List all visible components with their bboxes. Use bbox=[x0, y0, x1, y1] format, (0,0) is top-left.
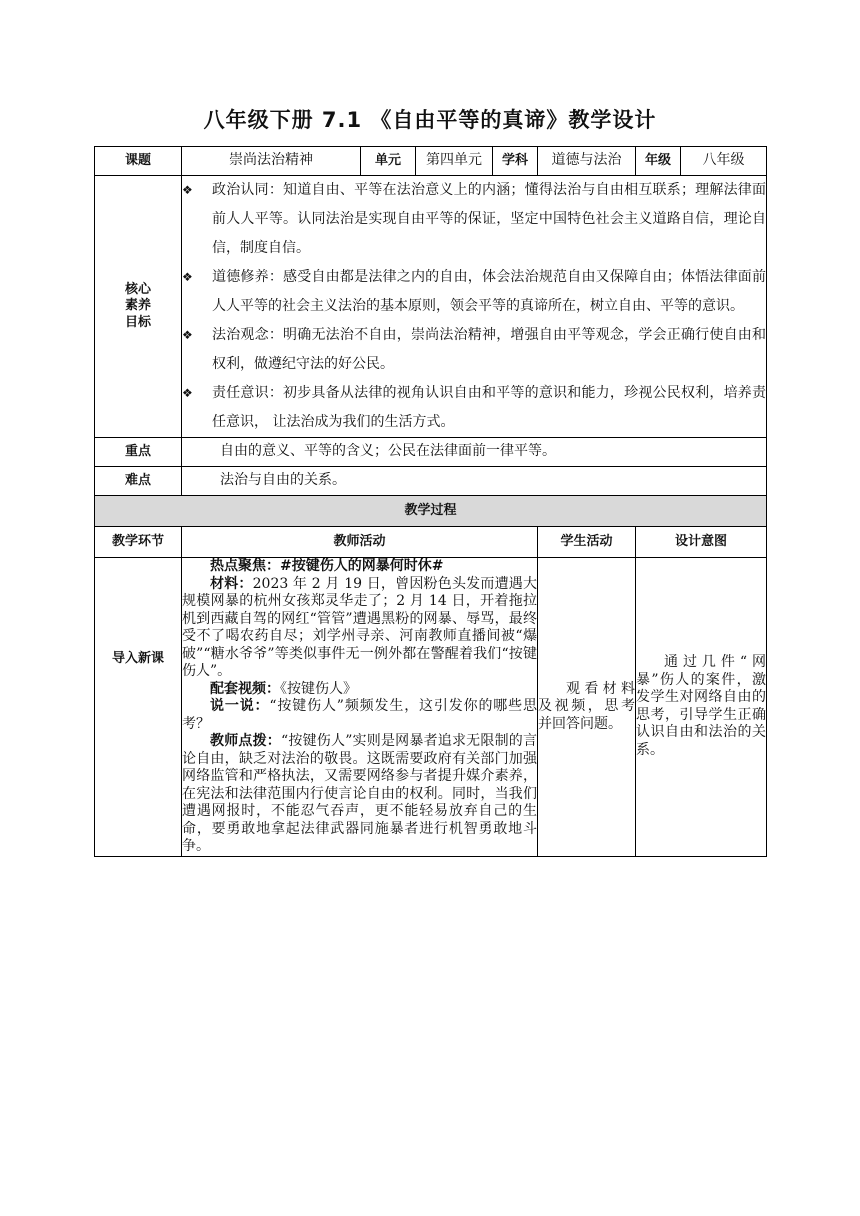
hot-topic: 热点聚焦：#按键伤人的网暴何时休# bbox=[210, 558, 444, 574]
difficulty-label: 难点 bbox=[95, 467, 182, 496]
process-heading-row bbox=[95, 496, 767, 527]
page-title: 八年级下册 7.1 《自由平等的真谛》教学设计 bbox=[203, 108, 657, 132]
difficulty-text: 法治与自由的关系。 bbox=[182, 467, 767, 496]
diamond-bullet-icon: ❖ bbox=[182, 328, 193, 342]
column-teacher: 教师活动 bbox=[182, 527, 538, 558]
process-row-intro bbox=[95, 558, 767, 857]
diamond-bullet-icon: ❖ bbox=[182, 270, 193, 284]
discussion-prompt: 说一说：“按键伤人”频频发生，这引发你的哪些思考？ bbox=[182, 698, 537, 732]
column-student: 学生活动 bbox=[538, 527, 636, 558]
design-intent: 通过几件“网暴”伤人的案件，激发学生对网络自由的思考，引导学生正确认识自由和法治的关系。 bbox=[636, 558, 767, 857]
student-activity: 观看材料及视频，思考并回答问题。 bbox=[538, 558, 636, 857]
column-stage: 教学环节 bbox=[95, 527, 182, 558]
stage-name: 导入新课 bbox=[95, 558, 182, 857]
topic-label: 课题 bbox=[95, 147, 182, 176]
core-goals-list bbox=[182, 176, 767, 438]
core-goals-row bbox=[95, 176, 767, 438]
subject-label: 学科 bbox=[493, 147, 538, 176]
video: 配套视频：《按键伤人》 bbox=[210, 680, 357, 697]
key-point-text: 自由的意义、平等的含义；公民在法律面前一律平等。 bbox=[182, 438, 767, 467]
core-goals-label: 核心 素养 目标 bbox=[95, 176, 182, 438]
difficulty-row bbox=[95, 467, 767, 496]
diamond-bullet-icon: ❖ bbox=[182, 183, 193, 197]
column-intent: 设计意图 bbox=[636, 527, 767, 558]
unit-label: 单元 bbox=[361, 147, 416, 176]
goal-item: ❖ 道德修养：感受自由都是法律之内的自由，体会法治规范自由又保障自由；体悟法律面前人人平等的社会主义法治的基本原则，领会平等的真谛所在，树立自由、平等的意识。 bbox=[182, 263, 766, 321]
grade-label: 年级 bbox=[636, 147, 681, 176]
topic-value: 崇尚法治精神 bbox=[182, 147, 361, 176]
goal-item: ❖ 法治观念：明确无法治不自由，崇尚法治精神，增强自由平等观念，学会正确行使自由和权利，做遵纪守法的好公民。 bbox=[182, 321, 766, 379]
subject-value: 道德与法治 bbox=[538, 147, 636, 176]
teacher-guidance: 教师点拨：“按键伤人”实则是网暴者追求无限制的言论自由，缺乏对法治的敬畏。这既需要政府有关部门加强网络监管和严格执法，又需要网络参与者提升媒介素养，在宪法和法律范围内行使言论自由的权利。同时，当我们遭遇网报时，不能忍气吞声，更不能轻易放弃自己的生命，要勇敢地拿起法律武器同施暴者进行机智勇敢地斗争。 bbox=[182, 733, 537, 854]
diamond-bullet-icon: ❖ bbox=[182, 386, 193, 400]
info-row bbox=[95, 147, 767, 176]
unit-value: 第四单元 bbox=[416, 147, 493, 176]
goal-item: ❖ 政治认同：知道自由、平等在法治意义上的内涵；懂得法治与自由相互联系；理解法律面前人人平等。认同法治是实现自由平等的保证，坚定中国特色社会主义道路自信，理论自信，制度自信。 bbox=[182, 176, 766, 263]
goal-item: ❖ 责任意识：初步具备从法律的视角认识自由和平等的意识和能力，珍视公民权利，培养责任意识， 让法治成为我们的生活方式。 bbox=[182, 379, 766, 437]
key-point-label: 重点 bbox=[95, 438, 182, 467]
process-column-header bbox=[95, 527, 767, 558]
key-point-row bbox=[95, 438, 767, 467]
grade-value: 八年级 bbox=[681, 147, 767, 176]
teacher-activity bbox=[182, 558, 538, 857]
lesson-plan-table bbox=[94, 146, 767, 857]
process-heading: 教学过程 bbox=[95, 496, 767, 527]
material: 材料：2023 年 2 月 19 日，曾因粉色头发而遭遇大规模网暴的杭州女孩郑灵华走了；2 月 14 日，开着拖拉机到西藏自驾的网红“管管”遭遇黑粉的网暴、辱骂，最终受不了喝农药自尽；刘学州寻亲、河南教师直播间被“爆破”“糖水爷爷”等类似事件无一例外都在警醒着我们“按键伤人”。 bbox=[182, 575, 538, 679]
